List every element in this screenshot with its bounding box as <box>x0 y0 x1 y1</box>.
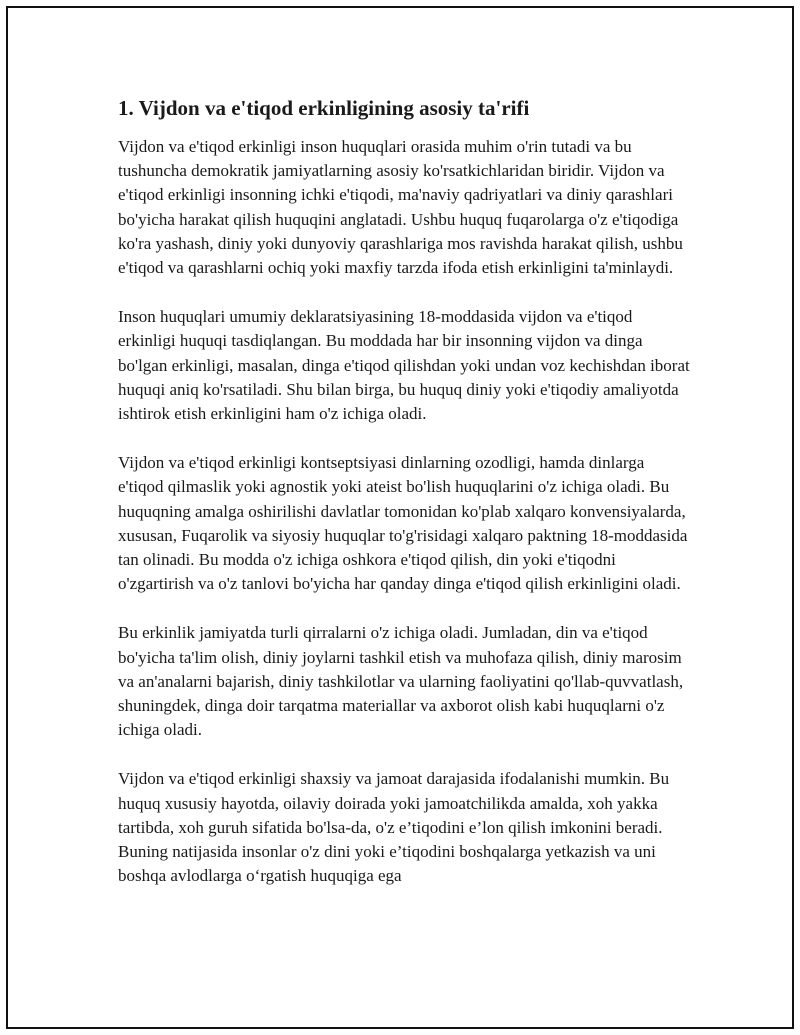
paragraph-1: Vijdon va e'tiqod erkinligi inson huquqlari orasida muhim o'rin tutadi va bu tushuncha demokratik jamiyatlarning asosiy ko'rsatkichlaridan biridir. Vijdon va e'tiqod erkinligi insonning ichki e'tiqodi, ma'naviy qadriyatlari va diniy qarashlari bo'yicha harakat qilish huquqini anglatadi. Ushbu huquq fuqarolarga o'z e'tiqodiga ko'ra yashash, diniy yoki dunyoviy qarashlariga mos ravishda harakat qilish, ushbu e'tiqod va qarashlarni ochiq yoki maxfiy tarzda ifoda etish erkinligini ta'minlaydi. <box>118 137 683 278</box>
paragraph-5: Vijdon va e'tiqod erkinligi shaxsiy va jamoat darajasida ifodalanishi mumkin. Bu huquq xususiy hayotda, oilaviy doirada yoki jamoatchilikda amalda, xoh yakka tartibda, xoh guruh sifatida bo'lsa-da, o'z e’tiqodini e’lon qilish imkonini beradi. Buning natijasida insonlar o'z dini yoki e’tiqodini boshqalarga yetkazish va uni boshqa avlodlarga o‘rgatish huquqiga ega <box>118 769 670 886</box>
section-heading: 1. Vijdon va e'tiqod erkinligining asosiy ta'rifi <box>118 96 530 120</box>
document-body <box>118 94 693 913</box>
paragraph-3: Vijdon va e'tiqod erkinligi kontseptsiyasi dinlarning ozodligi, hamda dinlarga e'tiqod qilmaslik yoki agnostik yoki ateist bo'lish huquqlarini o'z ichiga oladi. Bu huquqning amalga oshirilishi davlatlar tomonidan ko'plab xalqaro konvensiyalarda, xususan, Fuqarolik va siyosiy huquqlar to'g'risidagi xalqaro paktning 18-moddasida tan olinadi. Bu modda o'z ichiga oshkora e'tiqod qilish, din yoki e'tiqodni o'zgartirish va o'z tanlovi bo'yicha har qanday dinga e'tiqod qilish erkinligini oladi. <box>118 453 688 594</box>
paragraph-2: Inson huquqlari umumiy deklaratsiyasining 18-moddasida vijdon va e'tiqod erkinligi huquqi tasdiqlangan. Bu moddada har bir insonning vijdon va dinga bo'lgan erkinligi, masalan, dinga e'tiqod qilishdan yoki undan voz kechishdan iborat huquqi aniq ko'rsatiladi. Shu bilan birga, bu huquq diniy yoki e'tiqodiy amaliyotda ishtirok etish erkinligini ham o'z ichiga oladi. <box>118 307 690 424</box>
paragraph-4: Bu erkinlik jamiyatda turli qirralarni o'z ichiga oladi. Jumladan, din va e'tiqod bo'yicha ta'lim olish, diniy joylarni tashkil etish va muhofaza qilish, diniy marosim va an'analarni bajarish, diniy tashkilotlar va ularning faoliyatini qo'llab-quvvatlash, shuningdek, dinga doir tarqatma materiallar va axborot olish kabi huquqlarni o'z ichiga oladi. <box>118 623 684 740</box>
